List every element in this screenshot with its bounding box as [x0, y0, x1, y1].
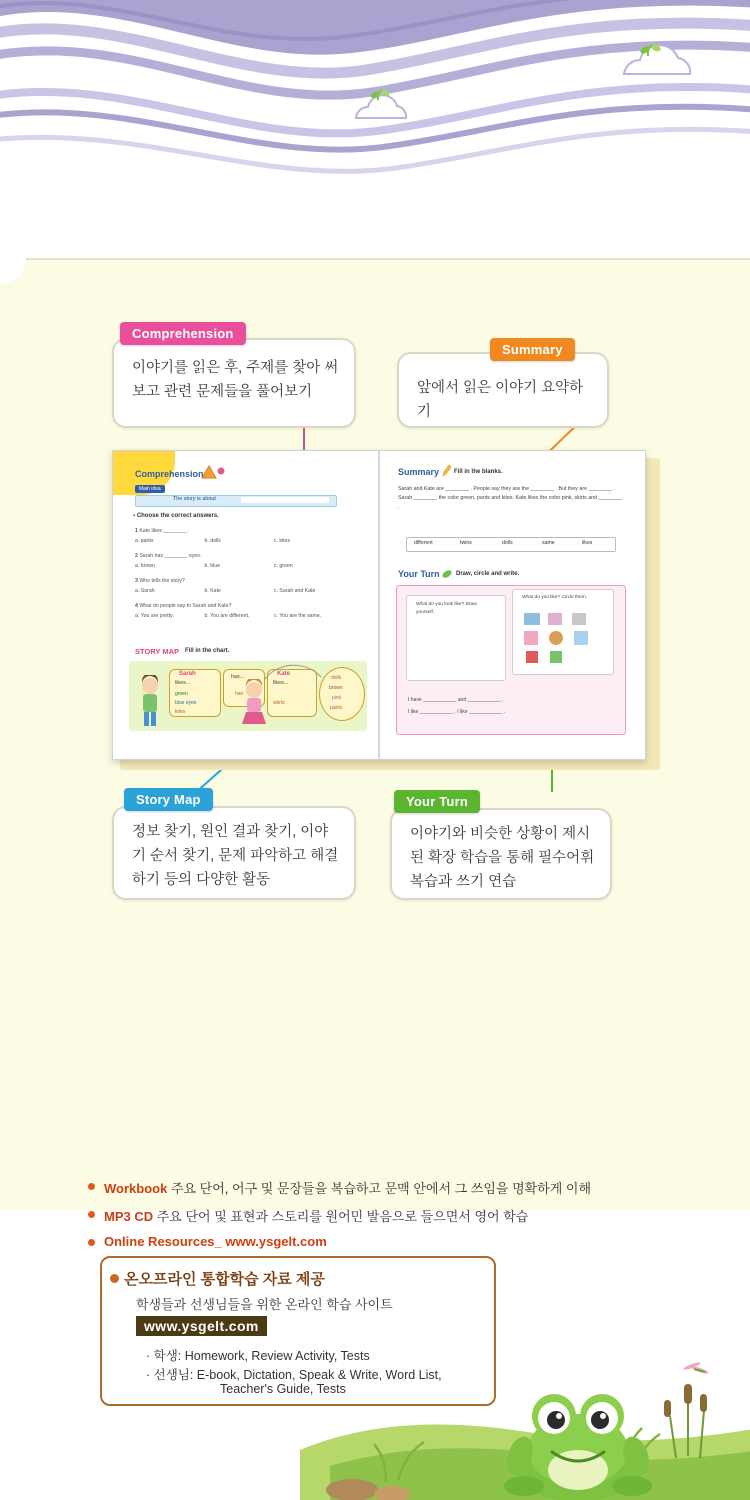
- tag-your-turn: Your Turn: [394, 790, 480, 813]
- question-row: [135, 552, 360, 560]
- choice-c: c. You are the same.: [273, 613, 322, 619]
- main-idea-blank: [241, 497, 329, 503]
- callout-summary: [397, 352, 609, 428]
- story-map-has-label: has...: [231, 674, 245, 680]
- main-idea-text: The story is about: [173, 496, 216, 502]
- online-box-item-teacher-cont: Teacher's Guide, Tests: [220, 1382, 346, 1396]
- feature-bullets: [88, 1178, 688, 1258]
- question-stem: Who tells the story?: [139, 578, 185, 584]
- connector-curve: [263, 661, 327, 689]
- word-bank-item: dolls: [502, 540, 513, 546]
- callout-story-map: [112, 806, 356, 900]
- choice-b: b. dolls: [204, 538, 221, 544]
- choice-row: [135, 587, 360, 595]
- bullet-online-resources: [88, 1234, 688, 1249]
- callout-comprehension: [112, 338, 356, 428]
- bullet-workbook: [88, 1178, 688, 1197]
- choice-b: b. You are different.: [204, 613, 250, 619]
- bullet-text: 주요 단어 및 표현과 스토리를 원어민 발음으로 들으면서 영어 학습: [156, 1209, 529, 1224]
- right-page-instruction: Fill in the blanks.: [454, 469, 503, 475]
- tag-comprehension: Comprehension: [120, 322, 246, 345]
- choice-row: [135, 537, 360, 545]
- cloud-icon: [356, 95, 406, 118]
- story-map-sarah-item: blue eyes: [175, 700, 197, 706]
- choice-b: b. Kate: [204, 588, 221, 594]
- story-map-kate-name: Kate: [277, 671, 291, 677]
- story-map-title: STORY MAP: [135, 647, 180, 656]
- story-map-instruction: Fill in the chart.: [185, 648, 230, 654]
- question-block: [135, 527, 360, 620]
- section-label-text: Choose the correct answers.: [136, 513, 219, 519]
- story-map-oval-item: brown: [329, 685, 343, 691]
- question-number: 3: [135, 578, 138, 584]
- story-map-sarah-name: Sarah: [179, 671, 196, 677]
- word-bank-item: different: [414, 540, 433, 546]
- ribbon-graphic: [0, 0, 750, 250]
- dragonfly-icon: [683, 1361, 709, 1375]
- choice-a: a. Sarah: [135, 588, 155, 594]
- clothing-illustrations: [516, 611, 608, 667]
- top-decorative-band: [0, 0, 750, 250]
- section-label-choose: ▪ Choose the correct answers.: [133, 513, 219, 519]
- character-girl-left: [135, 675, 165, 729]
- question-number: 2: [135, 553, 138, 559]
- your-turn-instruction: Draw, circle and write.: [456, 571, 520, 577]
- book-page-right: [380, 451, 645, 759]
- leaf-icon: [440, 567, 454, 581]
- online-box-item-teacher: · 선생님: E-book, Dictation, Speak & Write, Word List,: [146, 1368, 442, 1382]
- choice-b: b. blue: [204, 563, 221, 569]
- your-turn-heading: Your Turn: [398, 569, 440, 579]
- pencil-icon: [440, 464, 452, 478]
- online-box-title: 온오프라인 통합학습 자료 제공: [124, 1271, 325, 1288]
- story-map-sarah-item: kites: [175, 709, 186, 715]
- story-map-kate-item: skirts: [273, 700, 285, 706]
- tag-summary: Summary: [490, 338, 575, 361]
- story-map-sarah-sub: likes...: [175, 680, 191, 686]
- question-row: [135, 602, 360, 610]
- story-map-has-item: hair: [235, 691, 244, 697]
- bullet-text: 주요 단어, 어구 및 문장들을 복습하고 문맥 안에서 그 쓰임을 명확하게 이해: [170, 1181, 592, 1196]
- callout-your-turn: [390, 808, 612, 900]
- choice-c: c. green: [273, 563, 293, 569]
- callout-your-turn-text: 이야기와 비슷한 상황이 제시된 확장 학습을 통해 필수어휘 복습과 쓰기 연습: [410, 826, 595, 890]
- online-box-url[interactable]: www.ysgelt.com: [136, 1316, 267, 1336]
- choice-c: c. Sarah and Kate: [273, 588, 316, 594]
- callout-comprehension-text: 이야기를 읽은 후, 주제를 찾아 써 보고 관련 문제들을 풀어보기: [132, 360, 339, 400]
- question-row: [135, 527, 360, 535]
- word-bank-item: twins: [460, 540, 472, 546]
- bullet-label: MP3 CD: [104, 1209, 154, 1224]
- alert-icon: [201, 465, 225, 479]
- choice-row: [135, 612, 360, 620]
- bullet-label: Online Resources_: [104, 1234, 222, 1249]
- bullet-text[interactable]: www.ysgelt.com: [225, 1234, 327, 1249]
- choice-row: [135, 562, 360, 570]
- bullet-dot-icon: [110, 1274, 119, 1283]
- question-stem: Sarah has ________ eyes.: [139, 553, 202, 559]
- choice-c: c. kites: [273, 538, 291, 544]
- story-map-oval-item: pants: [330, 705, 343, 711]
- summary-paragraph: Sarah and Kate are ________ . People say they are the ________ . But they are ________ . Sarah ________ the color green, pants and kites. Kate likes the color pink, skirts and ________ .: [398, 486, 623, 510]
- write-line: I like ____________ . I like ____________ .: [408, 709, 506, 715]
- story-map-oval-item: pink: [332, 695, 342, 701]
- callout-summary-text: 앞에서 읽은 이야기 요약하기: [417, 380, 584, 420]
- word-bank-item: same: [542, 540, 555, 546]
- story-map-kate-sub: likes...: [273, 680, 289, 686]
- question-stem: Kate likes ________ .: [139, 528, 190, 534]
- main-idea-label: Main idea: [135, 485, 165, 493]
- book-spread: [112, 450, 646, 760]
- word-bank-item: likes: [582, 540, 593, 546]
- question-stem: What do people say to Sarah and Kate?: [139, 603, 232, 609]
- callout-story-map-text: 정보 찾기, 원인 결과 찾기, 이야기 순서 찾기, 문제 파악하고 해결하기 등의 다양한 활동: [132, 824, 339, 888]
- circle-items-prompt: What do you like? Circle them.: [522, 595, 588, 600]
- left-page-heading: Comprehension: [135, 469, 204, 479]
- bullet-mp3cd: [88, 1206, 688, 1225]
- online-box-subtitle: 학생들과 선생님들을 위한 온라인 학습 사이트: [136, 1297, 393, 1312]
- question-row: [135, 577, 360, 585]
- choice-a: a. pants: [135, 538, 154, 544]
- drawing-card-prompt: What do you look like? Draw yourself.: [416, 602, 477, 615]
- right-page-heading: Summary: [398, 467, 440, 477]
- question-number: 4: [135, 603, 138, 609]
- bullet-label: Workbook: [104, 1181, 168, 1196]
- frog-illustration: [0, 1330, 750, 1500]
- choice-a: a. You are pretty.: [135, 613, 174, 619]
- choice-a: a. brown: [135, 563, 155, 569]
- tag-story-map: Story Map: [124, 788, 213, 811]
- online-box-item-student: · 학생: Homework, Review Activity, Tests: [146, 1349, 370, 1363]
- story-map-oval-item: dolls: [331, 675, 342, 681]
- book-page-left: [113, 451, 378, 759]
- question-number: 1: [135, 528, 138, 534]
- story-map-sarah-item: green: [175, 691, 188, 697]
- frog-scene: [0, 1330, 750, 1500]
- write-line: I have ____________ and ____________ .: [408, 697, 504, 703]
